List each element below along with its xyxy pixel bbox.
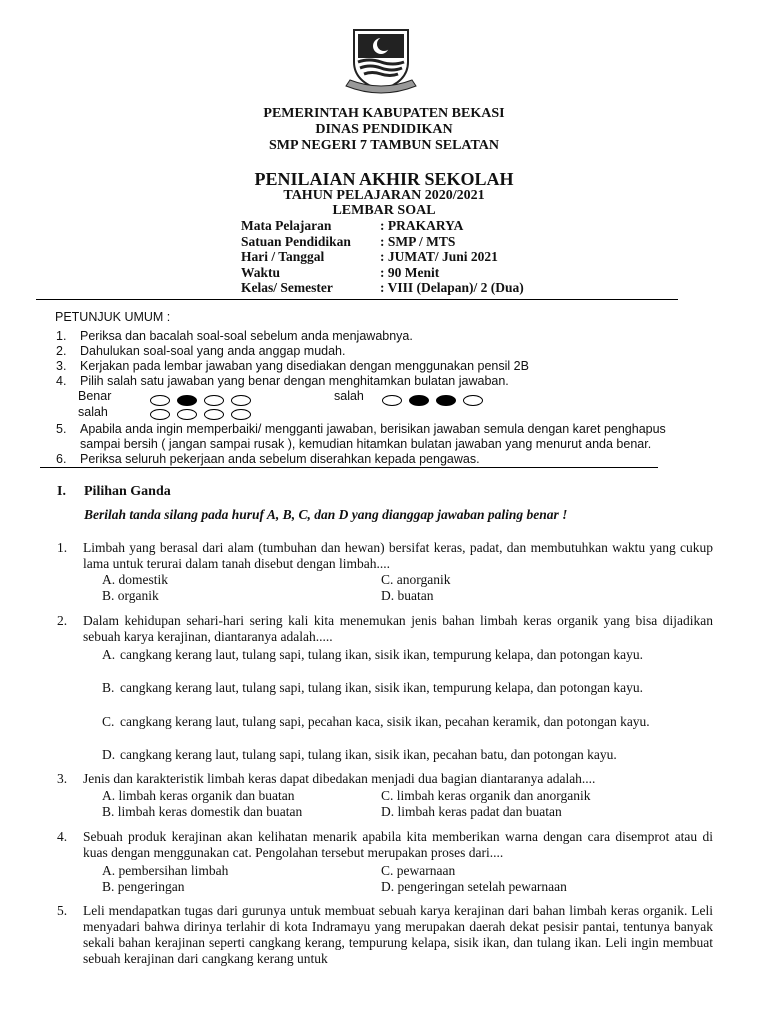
info-key: Hari / Tanggal: [241, 249, 325, 264]
instruction-text: Periksa seluruh pekerjaan anda sebelum diserahkan kepada pengawas.: [80, 452, 480, 466]
example-wrong-bubbles-2: [150, 409, 270, 421]
answer-bubble: [382, 395, 402, 406]
option-d: D. pengeringan setelah pewarnaan: [381, 879, 567, 894]
option-letter: A.: [102, 647, 116, 662]
option-c: C. anorganik: [381, 572, 451, 587]
example-wrong-bubbles: [382, 395, 502, 407]
answer-bubble: [231, 395, 251, 406]
regency-emblem-logo: [344, 26, 418, 98]
question-text: Jenis dan karakteristik limbah keras dapat dibedakan menjadi dua bagian diantaranya adalah....: [83, 771, 596, 786]
answer-bubble: [231, 409, 251, 420]
section-title: Pilihan Ganda: [84, 484, 171, 499]
instruction-item: [56, 329, 696, 344]
answer-bubble: [150, 395, 170, 406]
instruction-text-continued: sampai bersih ( jangan sampai rusak ), kemudian hitamkan bulatan jawaban yang menurut anda benar.: [80, 437, 652, 451]
instructions-heading: PETUNJUK UMUM :: [55, 310, 171, 324]
option-a: A. limbah keras organik dan buatan: [102, 788, 295, 803]
question-text: Leli mendapatkan tugas dari gurunya untuk membuat sebuah karya kerajinan dari bahan limbah keras organik. Leli menyadari bahwa dirinya terlahir di kota Indramayu yang merupakan daerah dekat pesisir pantai, tentunya banyak sekali bahan kerajinan seperti cangkang kerang, tempurung kelapa, sisik ikan, dan tulang ikan. Leli ingin membuat sebuah kerajinan dari cangkang kerang untuk: [83, 903, 713, 966]
option-b: B. organik: [102, 588, 159, 603]
question-number: 3.: [57, 771, 68, 786]
example-correct-bubbles: [150, 395, 270, 407]
instruction-text: Apabila anda ingin memperbaiki/ mengganti jawaban, berisikan jawaban semula dengan karet penghapus: [80, 422, 666, 436]
info-row: [241, 234, 581, 249]
option-c: C. limbah keras organik dan anorganik: [381, 788, 591, 803]
instructions-divider: [40, 467, 658, 468]
answer-bubble-filled: [436, 395, 456, 406]
answer-bubble: [204, 409, 224, 420]
section-number: I.: [57, 484, 66, 499]
option-d: [102, 747, 714, 763]
question-number: 1.: [57, 540, 68, 555]
instruction-number: 6.: [56, 452, 67, 466]
info-key: Satuan Pendidikan: [241, 233, 351, 249]
option-b: B. pengeringan: [102, 879, 185, 894]
question-2: [57, 613, 717, 647]
question-text: Sebuah produk kerajinan akan kelihatan menarik apabila kita memberikan warna dengan cara disemprot atau di kuas dengan menggunakan cat. Pengolahan tersebut merupakan proses dari....: [83, 829, 713, 860]
instruction-item: [56, 359, 696, 374]
option-b: B. limbah keras domestik dan buatan: [102, 804, 303, 819]
question-3: [57, 771, 717, 789]
question-5: [57, 903, 717, 969]
answer-bubble: [204, 395, 224, 406]
option-c: [102, 714, 714, 746]
question-4: [57, 829, 717, 863]
option-c: C. pewarnaan: [381, 863, 456, 878]
answer-bubble-filled: [177, 395, 197, 406]
option-letter: B.: [102, 680, 115, 695]
question-1: [57, 540, 717, 574]
info-row: [241, 280, 581, 295]
answer-bubble: [150, 409, 170, 420]
section-instruction: Berilah tanda silang pada huruf A, B, C, dan D yang dianggap jawaban paling benar !: [84, 507, 568, 522]
info-row: [241, 218, 581, 233]
option-letter: D.: [102, 747, 116, 762]
instruction-item: [56, 344, 696, 359]
question-number: 4.: [57, 829, 68, 844]
exam-title: PENILAIAN AKHIR SEKOLAH: [254, 169, 514, 189]
option-text: cangkang kerang laut, tulang sapi, tulang ikan, sisik ikan, tempurung kelapa, dan potongan kayu.: [120, 647, 643, 662]
instruction-text: Dahulukan soal-soal yang anda anggap mudah.: [80, 344, 346, 358]
academic-year: TAHUN PELAJARAN 2020/2021: [283, 188, 485, 203]
option-a: A. pembersihan limbah: [102, 863, 229, 878]
option-letter: C.: [102, 714, 115, 729]
option-text: cangkang kerang laut, tulang sapi, pecahan kaca, sisik ikan, pecahan keramik, dan potongan kayu.: [120, 714, 650, 729]
instruction-number: 4.: [56, 374, 67, 388]
department-name: DINAS PENDIDIKAN: [315, 122, 453, 137]
question-text: Limbah yang berasal dari alam (tumbuhan dan hewan) bersifat keras, padat, dan membutuhkan waktu yang cukup lama untuk terurai dalam tanah disebut dengan limbah....: [83, 540, 713, 571]
info-key: Kelas/ Semester: [241, 280, 333, 295]
option-d: D. buatan: [381, 588, 434, 603]
example-wrong-label-2: salah: [78, 405, 108, 419]
option-text: cangkang kerang laut, tulang sapi, tulang ikan, sisik ikan, pecahan batu, dan potongan kayu.: [120, 747, 617, 762]
info-value: : SMP / MTS: [380, 233, 456, 249]
answer-bubble-filled: [409, 395, 429, 406]
option-d: D. limbah keras padat dan buatan: [381, 804, 562, 819]
info-value: : VIII (Delapan)/ 2 (Dua): [380, 280, 524, 295]
info-value: : PRAKARYA: [380, 218, 464, 233]
instruction-text: Kerjakan pada lembar jawaban yang disediakan dengan menggunakan pensil 2B: [80, 359, 529, 373]
instruction-text: Pilih salah satu jawaban yang benar dengan menghitamkan bulatan jawaban.: [80, 374, 509, 388]
question-number: 5.: [57, 903, 68, 918]
option-b: [102, 680, 714, 712]
info-key: Waktu: [241, 264, 281, 280]
answer-bubble: [463, 395, 483, 406]
school-name: SMP NEGERI 7 TAMBUN SELATAN: [269, 138, 499, 153]
example-wrong-label: salah: [334, 389, 364, 403]
instruction-number: 1.: [56, 329, 67, 343]
instruction-text: Periksa dan bacalah soal-soal sebelum anda menjawabnya.: [80, 329, 413, 343]
option-text: cangkang kerang laut, tulang sapi, tulang ikan, sisik ikan, tempurung kelapa, dan potongan kayu.: [120, 680, 643, 695]
info-row: [241, 265, 581, 280]
info-key: Mata Pelajaran: [241, 218, 332, 233]
info-value: : JUMAT/ Juni 2021: [380, 249, 498, 264]
instruction-item: [56, 452, 696, 467]
option-a: A. domestik: [102, 572, 168, 587]
exam-info-table: [241, 218, 581, 298]
instruction-item: [56, 422, 696, 437]
instruction-number: 3.: [56, 359, 67, 373]
instructions-list: [56, 329, 696, 469]
instruction-item: [56, 374, 696, 389]
question-text: Dalam kehidupan sehari-hari sering kali kita menemukan jenis bahan limbah keras organik yang bisa dijadikan sebuah karya kerajinan, diantaranya adalah.....: [83, 613, 713, 644]
sheet-title: LEMBAR SOAL: [332, 203, 436, 218]
header-divider: [36, 299, 678, 300]
info-value: : 90 Menit: [380, 264, 440, 280]
answer-bubble: [177, 409, 197, 420]
government-name: PEMERINTAH KABUPATEN BEKASI: [263, 106, 505, 121]
option-a: [102, 647, 714, 679]
instruction-number: 5.: [56, 422, 67, 436]
instruction-number: 2.: [56, 344, 67, 358]
question-number: 2.: [57, 613, 68, 628]
info-row: [241, 249, 581, 264]
example-correct-label: Benar: [78, 389, 112, 403]
